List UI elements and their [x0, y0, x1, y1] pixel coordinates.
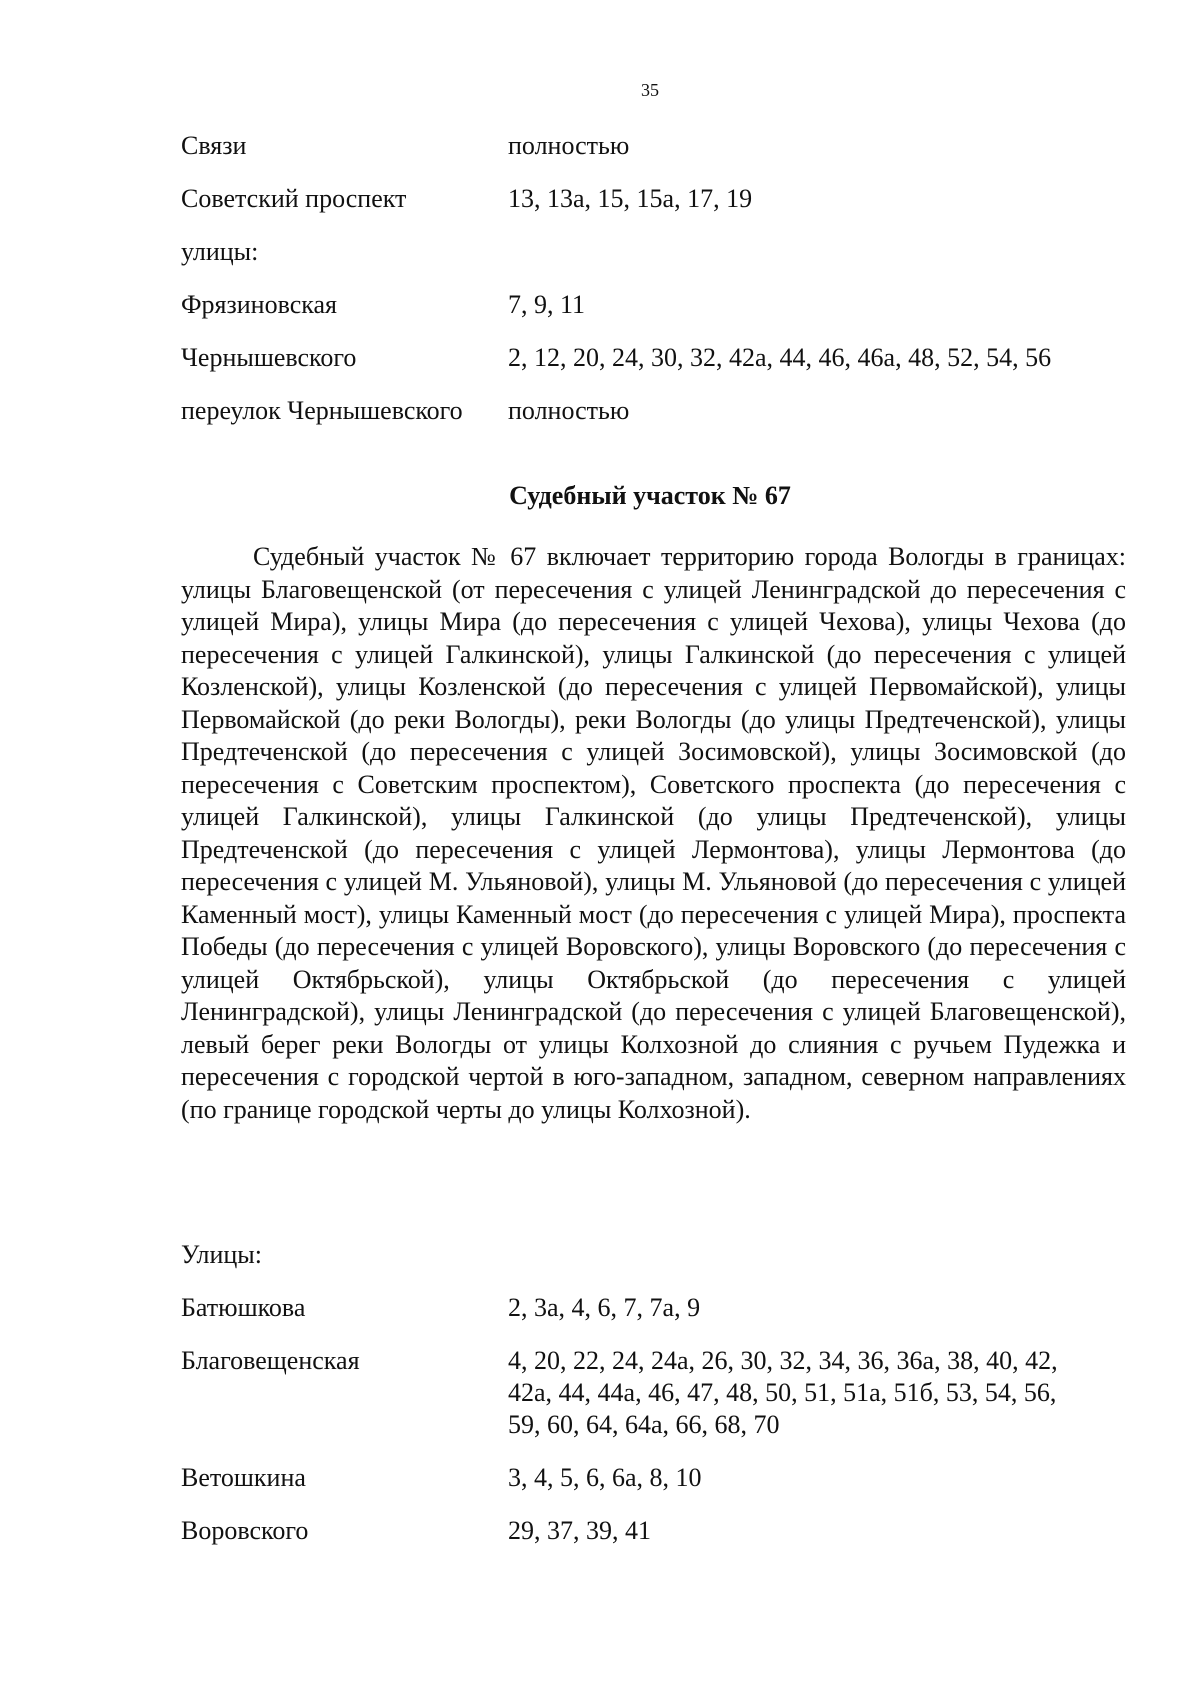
table-row: [181, 1345, 1126, 1441]
table-row: [181, 289, 1126, 321]
table-row: [181, 1515, 1126, 1547]
table-row: [181, 183, 1126, 215]
top-address-table: [181, 130, 1126, 448]
streets-table: [181, 1292, 1126, 1568]
table-row: [181, 395, 1126, 427]
street-name: Чернышевского: [181, 343, 357, 372]
street-name: Советский проспект: [181, 184, 407, 213]
house-numbers: 2, 3а, 4, 6, 7, 7а, 9: [508, 1293, 701, 1322]
table-row: [181, 236, 1126, 268]
table-row: [181, 342, 1126, 374]
house-numbers: 2, 12, 20, 24, 30, 32, 42а, 44, 46, 46а, 48, 52, 54, 56: [508, 343, 1052, 372]
section-heading: Судебный участок № 67: [509, 481, 791, 510]
house-numbers: 3, 4, 5, 6, 6а, 8, 10: [508, 1463, 702, 1492]
house-numbers: полностью: [508, 131, 630, 160]
house-numbers: 7, 9, 11: [508, 290, 586, 319]
street-name: Благовещенская: [181, 1346, 360, 1375]
street-name: Связи: [181, 131, 247, 160]
street-name: переулок Чернышевского: [181, 396, 463, 425]
street-name: улицы:: [181, 237, 259, 266]
house-numbers: 4, 20, 22, 24, 24а, 26, 30, 32, 34, 36, 36а, 38, 40, 42, 42а, 44, 44а, 46, 47, 48, 50, 51, 51а, 51б, 53, 54, 56, 59, 60, 64, 64а, 66, 68, 70: [508, 1346, 1058, 1439]
street-name: Батюшкова: [181, 1293, 306, 1322]
street-name: Ветошкина: [181, 1463, 306, 1492]
table-row: [181, 1462, 1126, 1494]
page-number: 35: [641, 80, 659, 100]
house-numbers: полностью: [508, 396, 630, 425]
house-numbers: 13, 13а, 15, 15а, 17, 19: [508, 184, 753, 213]
section-description: Судебный участок № 67 включает территорию города Вологды в границах: улицы Благовещенской (от пересечения с улицей Ленинградской до пересечения с улицей Мира), улицы Мира (до пересечения с улицей Чехова), улицы Чехова (до пересечения с улицей Галкинской), улицы Галкинской (до пересечения с улицей Козленской), улицы Козленской (до пересечения с улицей Первомайской), улицы Первомайской (до реки Вологды), реки Вологды (до улицы Предтеченской), улицы Предтеченской (до пересечения с улицей Зосимовской), улицы Зосимовской (до пересечения с Советским проспектом), Советского проспекта (до пересечения с улицей Галкинской), улицы Галкинской (до улицы Предтеченской), улицы Предтеченской (до пересечения с улицей Лермонтова), улицы Лермонтова (до пересечения с улицей М. Ульяновой), улицы М. Ульяновой (до пересечения с улицей Каменный мост), улицы Каменный мост (до пересечения с улицей Мира), проспекта Победы (до пересечения с улицей Воровского), улицы Воровского (до пересечения с улицей Октябрьской), улицы Октябрьской (до пересечения с улицей Ленинградской), улицы Ленинградской (до пересечения с улицей Благовещенской), левый берег реки Вологды от улицы Колхозной до слияния с ручьем Пудежка и пересечения с городской чертой в юго-западном, западном, северном направлениях (по границе городской черты до улицы Колхозной).: [181, 542, 1126, 1124]
table-row: [181, 130, 1126, 162]
street-name: Фрязиновская: [181, 290, 337, 319]
streets-label: Улицы:: [181, 1240, 262, 1269]
street-name: Воровского: [181, 1516, 309, 1545]
house-numbers: 29, 37, 39, 41: [508, 1516, 651, 1545]
table-row: [181, 1292, 1126, 1324]
